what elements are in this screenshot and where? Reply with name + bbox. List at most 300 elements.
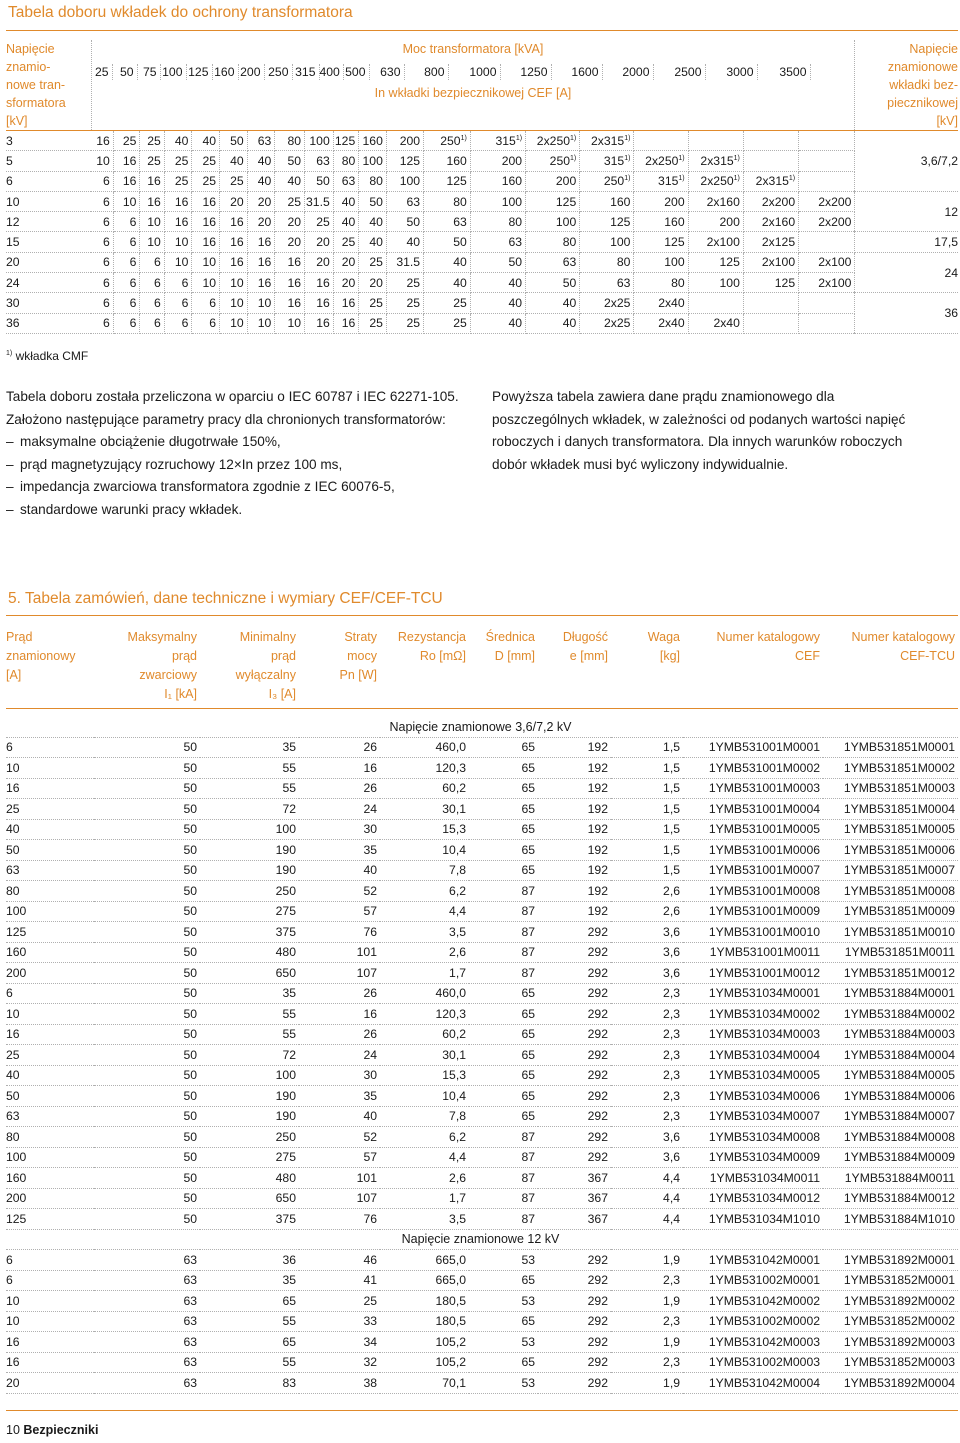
transformer-voltage: 20 (6, 252, 91, 272)
catalog-number: 1YMB531002M0001 (683, 1270, 823, 1291)
order-column-header: Waga [kg] (611, 628, 683, 709)
fuse-current-cell: 16 (333, 313, 359, 333)
order-cell: 192 (538, 758, 611, 779)
order-cell: 4,4 (611, 1168, 683, 1189)
order-cell: 3,6 (611, 1127, 683, 1148)
order-cell: 65 (469, 840, 538, 861)
fuse-current-cell: 25 (359, 313, 387, 333)
order-cell: 2,6 (611, 881, 683, 902)
fuse-current-cell: 80 (634, 273, 688, 293)
fuse-current-cell: 10 (164, 252, 192, 272)
catalog-number: 1YMB531884M0001 (823, 983, 958, 1004)
fuse-current-cell: 6 (91, 293, 113, 313)
fuse-current-cell: 100 (470, 191, 525, 211)
order-cell: 16 (299, 1004, 380, 1025)
fuse-current-cell: 125 (688, 252, 743, 272)
fuse-current-cell (743, 151, 798, 171)
catalog-number: 1YMB531034M0002 (683, 1004, 823, 1025)
fuse-current-cell (799, 151, 855, 171)
fuse-current-cell: 25 (113, 131, 140, 151)
fuse-current-cell: 80 (333, 151, 359, 171)
catalog-number: 1YMB531851M0006 (823, 840, 958, 861)
fuse-current-cell: 100 (580, 232, 634, 252)
order-row (6, 819, 958, 840)
fuse-current-cell: 2x315$^{1)}$ (580, 131, 634, 151)
power-column-header: 2000 (603, 64, 654, 80)
order-cell: 55 (200, 1352, 299, 1373)
order-cell: 3,5 (380, 1209, 469, 1230)
order-cell: 250 (200, 1127, 299, 1148)
fuse-current-cell: 2x250$^{1)}$ (634, 151, 688, 171)
fuse-current-cell: 50 (359, 191, 387, 211)
order-cell: 30 (299, 819, 380, 840)
fuse-current-cell: 20 (275, 232, 305, 252)
order-cell: 16 (6, 778, 94, 799)
voltage-group-label: Napięcie znamionowe 12 kV (6, 1229, 958, 1250)
order-cell: 460,0 (380, 983, 469, 1004)
order-cell: 460,0 (380, 737, 469, 758)
fuse-current-cell: 25 (424, 293, 471, 313)
transformer-voltage: 6 (6, 171, 91, 191)
fuse-current-cell: 160 (634, 212, 688, 232)
fuse-current-cell: 6 (91, 313, 113, 333)
order-cell: 292 (538, 1352, 611, 1373)
order-cell: 65 (469, 1106, 538, 1127)
transformer-voltage: 3 (6, 131, 91, 151)
fuse-current-cell: 63 (333, 171, 359, 191)
catalog-number: 1YMB531851M0009 (823, 901, 958, 922)
order-row (6, 737, 958, 758)
fuse-current-cell: 2x40 (688, 313, 743, 333)
order-cell: 50 (94, 1127, 200, 1148)
catalog-number: 1YMB531892M0001 (823, 1250, 958, 1271)
fuse-current-cell: 63 (247, 131, 275, 151)
order-cell: 650 (200, 963, 299, 984)
power-column-header: 500 (344, 64, 370, 80)
order-table (6, 628, 958, 1394)
order-cell: 192 (538, 860, 611, 881)
catalog-number: 1YMB531001M0012 (683, 963, 823, 984)
order-cell: 100 (6, 1147, 94, 1168)
order-row (6, 922, 958, 943)
fuse-current-cell: 16 (192, 191, 220, 211)
fuse-current-cell: 20 (247, 191, 275, 211)
order-cell: 6 (6, 737, 94, 758)
order-column-header: Maksymalny prąd zwarciowy I₁ [kA] (94, 628, 200, 709)
order-cell: 53 (469, 1291, 538, 1312)
fuse-current-cell: 25 (140, 151, 164, 171)
fuse-current-cell (799, 171, 855, 191)
order-cell: 125 (6, 922, 94, 943)
fuse-current-cell: 40 (470, 273, 525, 293)
catalog-number: 1YMB531001M0008 (683, 881, 823, 902)
order-cell: 50 (94, 922, 200, 943)
order-cell: 50 (94, 737, 200, 758)
order-cell: 65 (200, 1332, 299, 1353)
bullet-item: – impedancja zwarciowa transformatora zgodnie z IEC 60076-5, (6, 476, 471, 499)
fuse-current-cell: 6 (113, 273, 140, 293)
order-cell: 100 (200, 819, 299, 840)
catalog-number: 1YMB531034M0003 (683, 1024, 823, 1045)
order-cell: 2,3 (611, 1045, 683, 1066)
order-cell: 65 (469, 1065, 538, 1086)
order-cell: 7,8 (380, 860, 469, 881)
order-row (6, 1024, 958, 1045)
order-cell: 65 (469, 737, 538, 758)
order-cell: 1,7 (380, 1188, 469, 1209)
order-cell: 6,2 (380, 881, 469, 902)
fuse-current-cell: 160 (580, 191, 634, 211)
fuse-current-cell: 16 (275, 252, 305, 272)
order-cell: 41 (299, 1270, 380, 1291)
order-cell: 105,2 (380, 1352, 469, 1373)
order-cell: 87 (469, 1147, 538, 1168)
fuse-current-cell: 16 (275, 273, 305, 293)
fuse-current-cell: 63 (424, 212, 471, 232)
order-cell: 1,5 (611, 737, 683, 758)
fuse-current-cell: 20 (305, 252, 334, 272)
order-cell: 60,2 (380, 1024, 469, 1045)
order-cell: 190 (200, 1086, 299, 1107)
fuse-current-cell: 25 (386, 313, 423, 333)
order-cell: 87 (469, 1127, 538, 1148)
order-cell: 26 (299, 737, 380, 758)
bullet-item: – standardowe warunki pracy wkładek. (6, 499, 471, 522)
order-cell: 6 (6, 1270, 94, 1291)
power-column-header: 25 (92, 64, 113, 80)
fuse-current-cell: 10 (247, 313, 275, 333)
order-cell: 63 (94, 1270, 200, 1291)
order-cell: 1,5 (611, 860, 683, 881)
fuse-current-cell: 63 (305, 151, 334, 171)
order-cell: 6 (6, 1250, 94, 1271)
fuse-current-cell: 80 (424, 191, 471, 211)
order-cell: 292 (538, 983, 611, 1004)
fuse-current-cell: 16 (220, 212, 248, 232)
transformer-voltage: 30 (6, 293, 91, 313)
power-column-header: 160 (213, 64, 239, 80)
order-cell: 50 (94, 1106, 200, 1127)
fuse-current-cell: 16 (247, 252, 275, 272)
order-cell: 292 (538, 1250, 611, 1271)
order-cell: 10,4 (380, 1086, 469, 1107)
order-cell: 1,9 (611, 1291, 683, 1312)
catalog-number: 1YMB531851M0008 (823, 881, 958, 902)
fuse-current-cell: 125 (634, 232, 688, 252)
order-cell: 72 (200, 799, 299, 820)
order-cell: 2,3 (611, 1270, 683, 1291)
order-row (6, 1291, 958, 1312)
order-cell: 1,5 (611, 778, 683, 799)
order-cell: 2,6 (380, 1168, 469, 1189)
order-cell: 50 (94, 819, 200, 840)
fuse-current-cell: 6 (113, 293, 140, 313)
order-cell: 24 (299, 1045, 380, 1066)
order-cell: 53 (469, 1332, 538, 1353)
fuse-current-cell: 20 (359, 273, 387, 293)
order-cell: 63 (94, 1373, 200, 1394)
catalog-number: 1YMB531001M0010 (683, 922, 823, 943)
catalog-number: 1YMB531884M0011 (823, 1168, 958, 1189)
order-cell: 367 (538, 1168, 611, 1189)
fuse-current-cell: 2x100 (688, 232, 743, 252)
order-cell: 292 (538, 1024, 611, 1045)
order-cell: 192 (538, 737, 611, 758)
fuse-current-cell: 16 (192, 232, 220, 252)
fuse-current-cell (743, 131, 798, 151)
order-cell: 65 (469, 1311, 538, 1332)
order-row (6, 901, 958, 922)
order-cell: 50 (94, 799, 200, 820)
section2-rule (6, 615, 958, 616)
order-cell: 55 (200, 758, 299, 779)
footnote (6, 349, 88, 363)
order-cell: 375 (200, 1209, 299, 1230)
catalog-number: 1YMB531034M0007 (683, 1106, 823, 1127)
order-cell: 292 (538, 1270, 611, 1291)
fuse-current-cell: 10 (220, 313, 248, 333)
order-cell: 292 (538, 1106, 611, 1127)
order-cell: 125 (6, 1209, 94, 1230)
spacer-row (6, 709, 958, 717)
fuse-current-cell: 63 (470, 232, 525, 252)
fuse-current-cell: 125 (580, 212, 634, 232)
fuse-current-cell: 63 (580, 273, 634, 293)
selection-row (6, 313, 958, 333)
order-cell: 120,3 (380, 1004, 469, 1025)
fuse-current-cell: 160 (424, 151, 471, 171)
order-cell: 30 (299, 1065, 380, 1086)
fuse-current-cell: 40 (333, 212, 359, 232)
fuse-current-cell: 315$^{1)}$ (634, 171, 688, 191)
order-cell: 50 (94, 860, 200, 881)
order-cell: 50 (94, 778, 200, 799)
fuse-current-cell: 2x200 (799, 191, 855, 211)
fuse-current-cell: 100 (386, 171, 423, 191)
fuse-voltage: 36 (855, 293, 958, 334)
order-cell: 2,3 (611, 1106, 683, 1127)
order-cell: 30,1 (380, 1045, 469, 1066)
order-cell: 63 (94, 1291, 200, 1312)
transformer-voltage: 10 (6, 191, 91, 211)
fuse-current-cell: 40 (333, 191, 359, 211)
order-cell: 16 (6, 1332, 94, 1353)
fuse-current-cell (799, 232, 855, 252)
order-cell: 50 (6, 840, 94, 861)
fuse-current-cell: 10 (247, 293, 275, 313)
fuse-current-cell: 40 (247, 171, 275, 191)
order-cell: 35 (200, 737, 299, 758)
order-cell: 100 (6, 901, 94, 922)
fuse-current-cell (743, 313, 798, 333)
fuse-current-cell: 6 (91, 171, 113, 191)
fuse-current-cell: 80 (580, 252, 634, 272)
fuse-current-cell: 6 (91, 273, 113, 293)
order-cell: 1,5 (611, 840, 683, 861)
title-rule (6, 30, 958, 31)
notes-intro: Tabela doboru została przeliczona w oparciu o IEC 60787 i IEC 62271-105. Założono następujące parametry pracy dla chronionych transformatorów: (6, 389, 459, 427)
order-cell: 35 (200, 983, 299, 1004)
footnote-mark: 1) (6, 350, 13, 357)
fuse-current-cell: 80 (526, 232, 580, 252)
order-cell: 665,0 (380, 1270, 469, 1291)
fuse-current-cell: 10 (220, 293, 248, 313)
catalog-number: 1YMB531851M0007 (823, 860, 958, 881)
voltage-group-row (6, 717, 958, 738)
fuse-current-cell: 100 (359, 151, 387, 171)
fuse-current-cell: 40 (275, 171, 305, 191)
fuse-current-cell: 10 (192, 273, 220, 293)
catalog-number: 1YMB531001M0003 (683, 778, 823, 799)
catalog-number: 1YMB531001M0006 (683, 840, 823, 861)
order-row (6, 758, 958, 779)
fuse-current-cell: 6 (91, 252, 113, 272)
fuse-current-cell: 16 (192, 212, 220, 232)
fuse-current-cell: 10 (164, 232, 192, 252)
catalog-number: 1YMB531001M0011 (683, 942, 823, 963)
section1-title: Tabela doboru wkładek do ochrony transformatora (8, 4, 353, 21)
order-cell: 107 (299, 1188, 380, 1209)
order-row (6, 840, 958, 861)
order-cell: 30,1 (380, 799, 469, 820)
catalog-number: 1YMB531884M0003 (823, 1024, 958, 1045)
power-column-header: 400 (320, 64, 344, 80)
fuse-current-cell: 10 (140, 232, 164, 252)
order-cell: 10 (6, 1311, 94, 1332)
order-cell: 40 (6, 819, 94, 840)
order-cell: 40 (299, 860, 380, 881)
order-row (6, 1106, 958, 1127)
catalog-number: 1YMB531884M0009 (823, 1147, 958, 1168)
order-cell: 24 (299, 799, 380, 820)
catalog-number: 1YMB531002M0003 (683, 1352, 823, 1373)
fuse-current-cell: 16 (247, 232, 275, 252)
order-cell: 35 (200, 1270, 299, 1291)
fuse-current-cell: 20 (305, 232, 334, 252)
order-cell: 53 (469, 1250, 538, 1271)
order-cell: 50 (94, 963, 200, 984)
catalog-number: 1YMB531034M0005 (683, 1065, 823, 1086)
fuse-current-cell: 200 (386, 131, 423, 151)
fuse-current-cell: 100 (305, 131, 334, 151)
order-cell: 87 (469, 1188, 538, 1209)
fuse-current-cell: 125 (386, 151, 423, 171)
order-cell: 65 (469, 1004, 538, 1025)
order-cell: 50 (94, 942, 200, 963)
order-cell: 16 (299, 758, 380, 779)
fuse-current-cell: 16 (220, 252, 248, 272)
catalog-number: 1YMB531001M0004 (683, 799, 823, 820)
fuse-current-cell: 25 (305, 212, 334, 232)
order-cell: 292 (538, 1086, 611, 1107)
fuse-current-cell: 25 (333, 232, 359, 252)
order-cell: 72 (200, 1045, 299, 1066)
order-row (6, 778, 958, 799)
notes-right: Powyższa tabela zawiera dane prądu znamionowego dla poszczególnych wkładek, w zależności od podanych wartości napięć roboczych i danych transformatora. Dla innych warunków roboczych dobór wkładek musi być wyliczony indywidualnie. (492, 389, 906, 472)
order-cell: 10 (6, 1291, 94, 1312)
order-cell: 76 (299, 1209, 380, 1230)
fuse-current-cell: 6 (164, 273, 192, 293)
fuse-current-cell: 100 (634, 252, 688, 272)
fuse-current-cell: 10 (192, 252, 220, 272)
selection-row (6, 212, 958, 232)
order-cell: 87 (469, 1168, 538, 1189)
fuse-current-cell: 16 (275, 293, 305, 313)
catalog-number: 1YMB531892M0002 (823, 1291, 958, 1312)
transformer-voltage: 12 (6, 212, 91, 232)
order-cell: 6 (6, 983, 94, 1004)
fuse-current-cell: 20 (333, 273, 359, 293)
catalog-number: 1YMB531042M0003 (683, 1332, 823, 1353)
fuse-current-cell: 10 (275, 313, 305, 333)
transformer-voltage: 24 (6, 273, 91, 293)
order-cell: 292 (538, 963, 611, 984)
order-cell: 65 (469, 778, 538, 799)
order-row (6, 963, 958, 984)
fuse-current-cell: 2x250$^{1)}$ (526, 131, 580, 151)
fuse-current-cell: 6 (140, 293, 164, 313)
order-cell: 65 (469, 1045, 538, 1066)
order-cell: 35 (299, 1086, 380, 1107)
fuse-current-cell: 2x25 (580, 313, 634, 333)
fuse-current-cell: 2x25 (580, 293, 634, 313)
order-cell: 292 (538, 1045, 611, 1066)
order-cell: 107 (299, 963, 380, 984)
order-row (6, 1065, 958, 1086)
order-cell: 63 (6, 1106, 94, 1127)
order-cell: 50 (94, 1065, 200, 1086)
order-cell: 50 (94, 840, 200, 861)
catalog-number: 1YMB531034M0008 (683, 1127, 823, 1148)
order-cell: 70,1 (380, 1373, 469, 1394)
order-cell: 63 (94, 1332, 200, 1353)
order-cell: 292 (538, 942, 611, 963)
catalog-number: 1YMB531042M0004 (683, 1373, 823, 1394)
catalog-number: 1YMB531892M0004 (823, 1373, 958, 1394)
fuse-current-cell: 40 (192, 131, 220, 151)
fuse-current-cell: 50 (275, 151, 305, 171)
fuse-current-cell (743, 293, 798, 313)
catalog-number: 1YMB531884M0004 (823, 1045, 958, 1066)
page-footer (6, 1423, 98, 1437)
order-row (6, 1209, 958, 1230)
order-cell: 3,6 (611, 1147, 683, 1168)
fuse-current-cell: 40 (164, 131, 192, 151)
catalog-number: 1YMB531002M0002 (683, 1311, 823, 1332)
order-column-header: Prąd znamionowy [A] (6, 628, 94, 709)
notes-bullets (6, 431, 471, 521)
fuse-current-cell: 80 (470, 212, 525, 232)
catalog-number: 1YMB531852M0001 (823, 1270, 958, 1291)
catalog-number: 1YMB531034M0006 (683, 1086, 823, 1107)
order-cell: 50 (94, 1168, 200, 1189)
order-cell: 55 (200, 1004, 299, 1025)
order-cell: 275 (200, 901, 299, 922)
order-cell: 2,3 (611, 1311, 683, 1332)
fuse-current-cell: 2x125 (743, 232, 798, 252)
order-cell: 87 (469, 1209, 538, 1230)
power-column-header: 630 (370, 64, 405, 80)
order-cell: 65 (469, 983, 538, 1004)
order-cell: 1,9 (611, 1250, 683, 1271)
order-row (6, 881, 958, 902)
order-cell: 26 (299, 983, 380, 1004)
fuse-current-cell: 40 (470, 293, 525, 313)
order-cell: 192 (538, 819, 611, 840)
selection-row (6, 232, 958, 252)
selection-row (6, 171, 958, 191)
order-cell: 275 (200, 1147, 299, 1168)
